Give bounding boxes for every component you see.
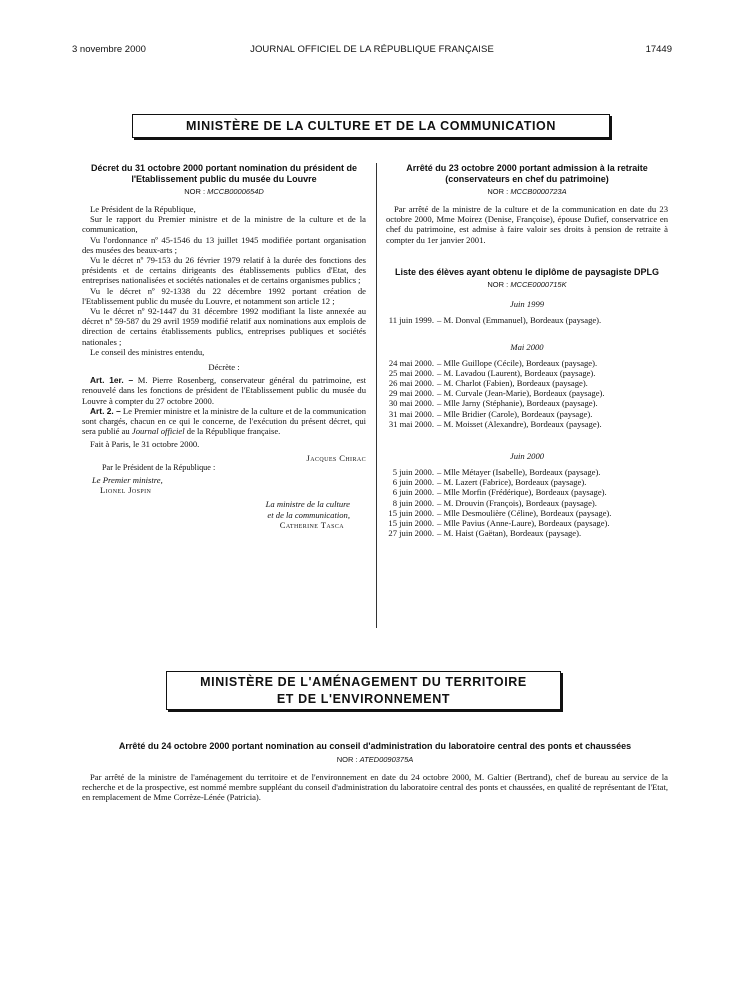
article-2-italic: Journal officiel (131, 426, 185, 437)
month-heading: Mai 2000 (510, 341, 544, 352)
entry-text: – M. Moisset (Alexandre), Bordeaux (paysage). (437, 418, 602, 429)
article-1 (82, 375, 366, 406)
entry-date: 24 mai 2000. (388, 357, 434, 368)
list-item (386, 388, 668, 398)
entry-text: – M. Lavadou (Laurent), Bordeaux (paysage). (437, 367, 596, 378)
entry-text: – M. Drouvin (François), Bordeaux (paysage). (437, 497, 597, 508)
entry-text: – Mlle Morfin (Frédérique), Bordeaux (paysage). (437, 487, 607, 498)
bottom-section (82, 741, 668, 802)
nor-label: NOR : (336, 754, 360, 764)
decree-paragraph: Sur le rapport du Premier ministre et de la ministre de la culture et de la communication, (82, 214, 366, 235)
entry-date: 15 juin 2000. (388, 517, 434, 528)
entry-text: – Mlle Bridier (Carole), Bordeaux (paysage). (437, 408, 593, 419)
month-heading: Juin 1999 (509, 299, 545, 310)
month-entries (386, 358, 668, 429)
list-item (386, 378, 668, 388)
nor-label: NOR : (487, 187, 511, 196)
left-column (82, 163, 366, 530)
students-list (386, 299, 668, 538)
decree-body (82, 204, 366, 530)
entry-date: 31 mai 2000. (388, 418, 434, 429)
entry-date: 15 juin 2000. (388, 507, 434, 518)
ministry-territoire-line-2: ET DE L'ENVIRONNEMENT (276, 692, 451, 706)
premier-ministre-name: Lionel Jospin (100, 485, 152, 496)
entry-date: 6 juin 2000. (392, 477, 434, 488)
entry-text: – Mlle Desmoulière (Céline), Bordeaux (paysage). (437, 507, 612, 518)
entry-text: – Mlle Métayer (Isabelle), Bordeaux (paysage). (437, 466, 601, 477)
bottom-arrete-nor (82, 755, 668, 764)
nor-code: MCCB0000723A (510, 187, 567, 196)
decrete-line: Décrète : (208, 362, 240, 373)
list-item (386, 498, 668, 508)
month-entries (386, 467, 668, 538)
ministre-signature (82, 499, 366, 530)
decree-paragraph: Vu le décret nº 92-1447 du 31 décembre 1992 modifiant la liste annexée au décret nº 59-587 du 29 avril 1959 modifié relatif aux nominations aux emplois de direction de certains établissements publics, entreprises publiques et sociétés nationales ; (82, 306, 366, 347)
premier-ministre-title: Le Premier ministre, (92, 475, 163, 486)
list-item (386, 487, 668, 497)
running-header (72, 44, 672, 58)
list-item (386, 528, 668, 538)
ministry-culture-heading (132, 114, 610, 138)
entry-text: – M. Lazert (Fabrice), Bordeaux (paysage). (437, 477, 587, 488)
decree-paragraph: Le Président de la République, (90, 204, 196, 214)
decree-title: Décret du 31 octobre 2000 portant nomination du président de l'Etablissement public du musée du Louvre (90, 163, 358, 184)
students-list-title: Liste des élèves ayant obtenu le diplôme de paysagiste DPLG (394, 266, 660, 277)
decree-paragraph: Vu l'ordonnance nº 45-1546 du 13 juillet 1945 modifiée portant organisation des musées des beaux-arts ; (82, 234, 366, 255)
list-item (386, 358, 668, 368)
ministre-line-2: et de la communication, (267, 509, 350, 520)
entry-date: 6 juin 2000. (392, 487, 434, 498)
list-item (386, 409, 668, 419)
entry-text: – Mlle Pavius (Anne-Laure), Bordeaux (paysage). (437, 517, 610, 528)
entry-text: – M. Haist (Gaëtan), Bordeaux (paysage). (437, 528, 582, 539)
entry-date: 30 mai 2000. (388, 398, 434, 409)
par-le-president: Par le Président de la République : (102, 462, 216, 472)
decree-paragraph: Vu le décret nº 92-1338 du 22 décembre 1992 portant création de l'Etablissement public du musée du Louvre, et notamment son article 12 ; (82, 285, 366, 306)
entry-text: – Mlle Guillope (Cécile), Bordeaux (paysage). (437, 357, 598, 368)
list-item (386, 315, 668, 325)
month-entries (386, 315, 668, 325)
right-column (386, 163, 668, 538)
article-2-text-end: de la République française. (184, 426, 281, 437)
entry-text: – Mlle Jarny (Stéphanie), Bordeaux (paysage). (437, 398, 598, 409)
decree-paragraph: Le conseil des ministres entendu, (90, 346, 205, 357)
decree-paragraph: Vu le décret nº 79-153 du 26 février 1979 relatif à la durée des fonctions des présidents et de certains dirigeants des établissements publics d'Etat, des entreprises nationalisées et sociétés nationales et de certains organismes publics ; (82, 255, 366, 286)
nor-code: ATED0090375A (359, 754, 414, 764)
ministry-territoire-heading (166, 671, 561, 710)
article-2-label: Art. 2. – (90, 405, 121, 416)
list-item (386, 419, 668, 429)
entry-text: – M. Charlot (Fabien), Bordeaux (paysage). (437, 377, 588, 388)
signature-president: Jacques Chirac (306, 452, 366, 463)
column-divider (376, 163, 377, 628)
journal-title: JOURNAL OFFICIEL DE LA RÉPUBLIQUE FRANÇAISE (250, 44, 494, 55)
list-item (386, 477, 668, 487)
entry-date: 8 juin 2000. (392, 497, 434, 508)
nor-label: NOR : (184, 187, 208, 196)
bottom-arrete-paragraph: Par arrêté de la ministre de l'aménagement du territoire et de l'environnement en date du 24 octobre 2000, M. Galtier (Bertrand), chef de bureau au service de la recherche et de la prospective, est nommé membre suppléant du conseil d'administration du laboratoire central des ponts et chaussées, en qualité de représentant de l'Etat, en remplacement de Mme Corrèze-Lénée (Patricia). (82, 771, 668, 802)
list-item (386, 467, 668, 477)
done-at: Fait à Paris, le 31 octobre 2000. (90, 439, 200, 450)
ministry-territoire-line-1: MINISTÈRE DE L'AMÉNAGEMENT DU TERRITOIRE (200, 675, 527, 689)
arrete-paragraph: Par arrêté de la ministre de la culture et de la communication en date du 23 octobre 2000, Mme Moirez (Denise, Françoise), épouse Dufief, conservatrice en chef du patrimoine, est admise à faire valoir ses droits à pension de retraite à compter du 1er janvier 2001. (386, 204, 668, 245)
ministre-name: Catherine Tasca (279, 519, 344, 530)
entry-text: – M. Donval (Emmanuel), Bordeaux (paysage). (437, 315, 602, 326)
nor-code: MCCB0000654D (207, 187, 264, 196)
entry-text: – M. Curvale (Jean-Marie), Bordeaux (paysage). (437, 388, 605, 399)
list-item (386, 398, 668, 408)
entry-date: 27 juin 2000. (388, 528, 434, 539)
list-item (386, 508, 668, 518)
arrete-title: Arrêté du 23 octobre 2000 portant admission à la retraite (conservateurs en chef du patrimoine) (406, 163, 648, 184)
page-number: 17449 (645, 44, 672, 55)
ministre-line-1: La ministre de la culture (265, 499, 350, 510)
entry-date: 29 mai 2000. (388, 388, 434, 399)
ministry-culture-title: MINISTÈRE DE LA CULTURE ET DE LA COMMUNICATION (186, 119, 556, 133)
entry-date: 31 mai 2000. (388, 408, 434, 419)
nor-label: NOR : (487, 280, 511, 290)
article-2 (82, 406, 366, 437)
entry-date: 5 juin 2000. (392, 466, 434, 477)
nor-code: MCCE0000715K (510, 280, 567, 290)
bottom-arrete-title: Arrêté du 24 octobre 2000 portant nomination au conseil d'administration du laboratoire central des ponts et chaussées (118, 741, 632, 751)
list-item (386, 368, 668, 378)
students-list-nor (386, 280, 668, 289)
entry-date: 25 mai 2000. (388, 367, 434, 378)
article-1-label: Art. 1er. – (90, 375, 134, 386)
article-1-text: M. Pierre Rosenberg, conservateur général du patrimoine, est renouvelé dans les fonctions de président de l'Etablissement public du musée du Louvre à compter du 27 octobre 2000. (82, 375, 366, 406)
month-heading: Juin 2000 (509, 450, 545, 461)
list-item (386, 518, 668, 528)
arrete-nor (386, 187, 668, 196)
article-2-text: Le Premier ministre et la ministre de la culture et de la communication sont chargés, chacun en ce qui le concerne, de l'exécution du présent décret, qui sera publié au (82, 405, 366, 437)
decree-nor (82, 187, 366, 196)
issue-date: 3 novembre 2000 (72, 44, 146, 55)
entry-date: 26 mai 2000. (388, 377, 434, 388)
entry-date: 11 juin 1999. (388, 315, 434, 326)
